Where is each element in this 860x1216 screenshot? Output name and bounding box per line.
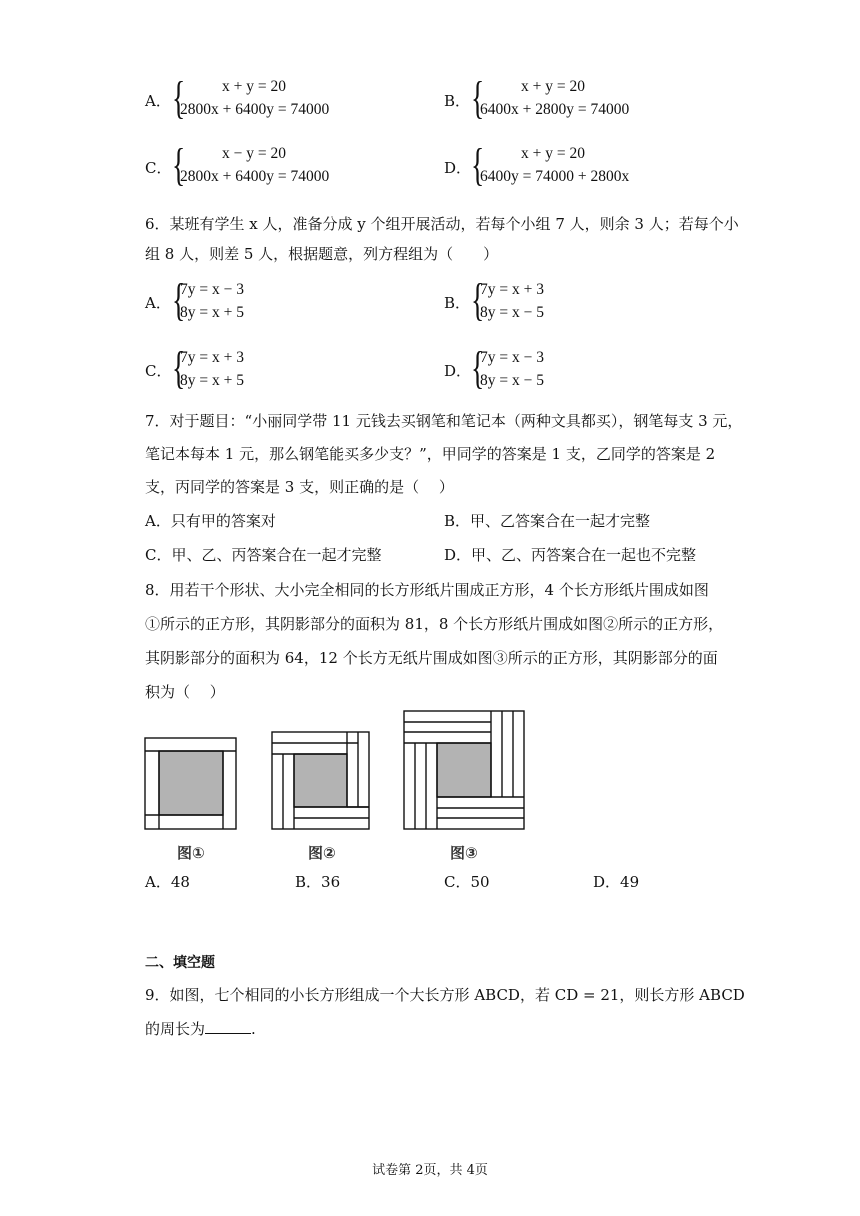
q6-option-a-eq2: 8y = x + 5 — [180, 304, 244, 321]
figure-1-square — [145, 738, 236, 829]
q5-option-a-eq2: 2800x + 6400y = 74000 — [180, 101, 330, 118]
q8-stem-line4: 积为（ ） — [145, 683, 225, 701]
page-footer: 试卷第 2页，共 4页 — [372, 1163, 488, 1178]
q9-answer-blank[interactable] — [205, 1019, 251, 1034]
q5-option-b-letter[interactable]: B． — [444, 92, 471, 110]
figure-3-square — [404, 711, 524, 829]
q6-option-b-letter[interactable]: B． — [444, 294, 471, 312]
q6-option-d-letter[interactable]: D． — [444, 362, 472, 380]
q6-option-d-eq2: 8y = x − 5 — [480, 372, 544, 389]
section-title: 二、填空题 — [145, 955, 215, 971]
q8-option-a[interactable]: A．48 — [145, 873, 190, 891]
q5-option-a-brace: { — [172, 72, 186, 123]
q5-option-b-brace: { — [471, 72, 485, 123]
q8-stem-line3: 其阴影部分的面积为 64，12 个长方无纸片围成如图③所示的正方形，其阴影部分的面 — [145, 649, 718, 667]
q6-option-b-eq2: 8y = x − 5 — [480, 304, 544, 321]
q8-option-c[interactable]: C．50 — [444, 873, 490, 891]
q7-stem-line3: 支，丙同学的答案是 3 支，则正确的是（ ） — [145, 478, 454, 496]
figure-2-square — [272, 732, 369, 829]
q7-stem-line1: 7．对于题目：“小丽同学带 11 元钱去买钢笔和笔记本（两种文具都买），钢笔每支 3 元， — [145, 412, 743, 430]
q5-option-c-eq2: 2800x + 6400y = 74000 — [180, 168, 330, 185]
q7-stem-line2: 笔记本每本 1 元，那么钢笔能买多少支？”，甲同学的答案是 1 支，乙同学的答案是 2 — [145, 445, 716, 463]
q7-option-a[interactable]: A．只有甲的答案对 — [145, 512, 276, 530]
q5-option-d-brace: { — [471, 139, 485, 190]
q8-stem-line2: ①所示的正方形，其阴影部分的面积为 81，8 个长方形纸片围成如图②所示的正方形， — [145, 615, 724, 633]
q9-stem-suffix: . — [251, 1020, 256, 1038]
q6-option-a-eq1: 7y = x − 3 — [180, 281, 244, 298]
q8-stem-line1: 8．用若干个形状、大小完全相同的长方形纸片围成正方形，4 个长方形纸片围成如图 — [145, 581, 709, 599]
q6-option-d-eq1: 7y = x − 3 — [480, 349, 544, 366]
q6-option-c-letter[interactable]: C． — [145, 362, 172, 380]
q8-option-d[interactable]: D．49 — [593, 873, 640, 891]
q5-option-d-letter[interactable]: D． — [444, 159, 472, 177]
q6-option-a-letter[interactable]: A． — [145, 294, 171, 312]
q6-option-c-eq2: 8y = x + 5 — [180, 372, 244, 389]
q5-option-b-eq2: 6400x + 2800y = 74000 — [480, 101, 630, 118]
figure-2-caption: 图② — [308, 844, 336, 862]
q8-option-b[interactable]: B．36 — [295, 873, 341, 891]
q7-option-d[interactable]: D．甲、乙、丙答案合在一起也不完整 — [444, 546, 697, 564]
q6-option-c-eq1: 7y = x + 3 — [180, 349, 244, 366]
q6-stem-line2: 组 8 人，则差 5 人，根据题意，列方程组为（ ） — [145, 245, 499, 263]
q5-option-b-eq1: x + y = 20 — [521, 78, 585, 95]
q6-option-b-brace: { — [471, 274, 485, 325]
q5-option-d-eq2: 6400y = 74000 + 2800x — [480, 168, 630, 185]
q5-option-a-letter[interactable]: A． — [145, 92, 171, 110]
q6-stem-line1: 6．某班有学生 x 人，准备分成 y 个组开展活动，若每个小组 7 人，则余 3 人；若每个小 — [145, 215, 739, 233]
q7-option-c[interactable]: C．甲、乙、丙答案合在一起才完整 — [145, 546, 382, 564]
q9-stem-line1: 9．如图，七个相同的小长方形组成一个大长方形 ABCD，若 CD = 21，则长方形 ABCD — [145, 986, 745, 1004]
figure-1-caption: 图① — [177, 844, 205, 862]
q6-option-d-brace: { — [471, 342, 485, 393]
q6-option-a-brace: { — [172, 274, 186, 325]
q5-option-c-eq1: x − y = 20 — [222, 145, 286, 162]
q7-option-b[interactable]: B．甲、乙答案合在一起才完整 — [444, 512, 651, 530]
q6-option-b-eq1: 7y = x + 3 — [480, 281, 544, 298]
q5-option-a-eq1: x + y = 20 — [222, 78, 286, 95]
q6-option-c-brace: { — [172, 342, 186, 393]
q9-stem-prefix: 的周长为 — [145, 1020, 206, 1038]
q9-stem-line2 — [145, 1019, 256, 1039]
q8-figures — [140, 705, 540, 835]
figure-3-caption: 图③ — [450, 844, 478, 862]
q5-option-c-letter[interactable]: C． — [145, 159, 172, 177]
q5-option-d-eq1: x + y = 20 — [521, 145, 585, 162]
q5-option-c-brace: { — [172, 139, 186, 190]
